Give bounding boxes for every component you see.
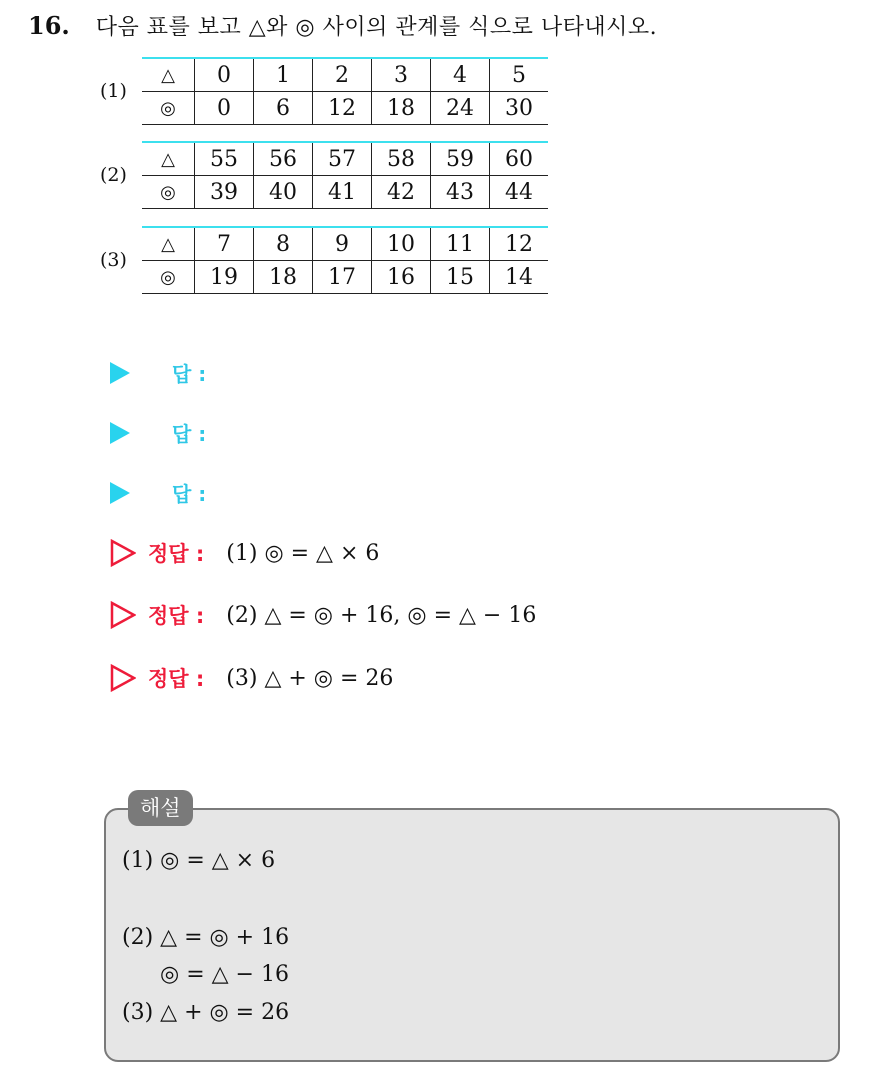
triangle-symbol: △ — [161, 148, 175, 170]
play-triangle-icon — [110, 482, 130, 504]
answer-label: 답 : — [172, 422, 207, 446]
table-cell: 19 — [195, 261, 254, 294]
table-cell: 15 — [431, 261, 490, 294]
explanation-line: ◎ = △ − 16 — [160, 962, 289, 987]
explanation-title: 해설 — [128, 790, 193, 826]
solution-label: 정답 : — [148, 667, 205, 691]
double-circle-symbol: ◎ — [142, 176, 195, 209]
table-cell: 57 — [313, 142, 372, 176]
table-label: (1) — [100, 80, 127, 102]
table-cell: 43 — [431, 176, 490, 209]
table-cell: 16 — [372, 261, 431, 294]
value-table — [142, 57, 548, 125]
table-label: (3) — [100, 249, 127, 271]
answer-line-2[interactable] — [110, 418, 206, 447]
question-number: 16. — [28, 11, 70, 40]
outline-triangle-icon — [110, 601, 136, 629]
solution-line-3 — [110, 663, 393, 693]
explanation-line: (3) △ + ◎ = 26 — [122, 1000, 290, 1025]
solution-label: 정답 : — [148, 542, 205, 566]
table-cell: 58 — [372, 142, 431, 176]
table-3 — [100, 226, 548, 294]
table-cell: 6 — [254, 92, 313, 125]
double-circle-symbol: ◎ — [142, 92, 195, 125]
value-table — [142, 141, 548, 209]
solution-text: (2) △ = ◎ + 16, ◎ = △ − 16 — [226, 602, 537, 628]
table-cell: 18 — [372, 92, 431, 125]
table-cell: 7 — [195, 227, 254, 261]
solution-text: (1) ◎ = △ × 6 — [226, 540, 380, 566]
question-text: 다음 표를 보고 △와 ◎ 사이의 관계를 식으로 나타내시오. — [95, 15, 658, 40]
table-cell: 30 — [490, 92, 549, 125]
solution-line-2 — [110, 600, 536, 630]
question-header — [28, 10, 657, 41]
solution-label: 정답 : — [148, 604, 205, 628]
table-cell: 60 — [490, 142, 549, 176]
table-cell: 8 — [254, 227, 313, 261]
table-cell: 55 — [195, 142, 254, 176]
table-cell: 5 — [490, 58, 549, 92]
table-cell: 12 — [490, 227, 549, 261]
outline-triangle-icon — [110, 539, 136, 567]
answer-line-3[interactable] — [110, 478, 206, 507]
outline-triangle-icon — [110, 664, 136, 692]
answer-label: 답 : — [172, 362, 207, 386]
table-cell: 44 — [490, 176, 549, 209]
double-circle-symbol: ◎ — [142, 261, 195, 294]
table-cell: 59 — [431, 142, 490, 176]
table-cell: 41 — [313, 176, 372, 209]
table-cell: 39 — [195, 176, 254, 209]
explanation-line: (2) △ = ◎ + 16 — [122, 925, 290, 950]
table-cell: 18 — [254, 261, 313, 294]
table-2 — [100, 141, 548, 209]
table-cell: 24 — [431, 92, 490, 125]
value-table — [142, 226, 548, 294]
table-cell: 40 — [254, 176, 313, 209]
table-cell: 3 — [372, 58, 431, 92]
table-cell: 11 — [431, 227, 490, 261]
explanation-line: (1) ◎ = △ × 6 — [122, 848, 276, 873]
table-cell: 14 — [490, 261, 549, 294]
table-cell: 10 — [372, 227, 431, 261]
table-cell: 4 — [431, 58, 490, 92]
table-cell: 0 — [195, 92, 254, 125]
solution-line-1 — [110, 538, 379, 568]
play-triangle-icon — [110, 362, 130, 384]
answer-line-1[interactable] — [110, 358, 206, 387]
table-cell: 56 — [254, 142, 313, 176]
table-cell: 12 — [313, 92, 372, 125]
triangle-symbol: △ — [161, 233, 175, 255]
table-cell: 9 — [313, 227, 372, 261]
table-cell: 42 — [372, 176, 431, 209]
table-cell: 1 — [254, 58, 313, 92]
answer-label: 답 : — [172, 482, 207, 506]
table-1 — [100, 57, 548, 125]
table-cell: 17 — [313, 261, 372, 294]
table-cell: 0 — [195, 58, 254, 92]
solution-text: (3) △ + ◎ = 26 — [226, 665, 394, 691]
play-triangle-icon — [110, 422, 130, 444]
triangle-symbol: △ — [161, 64, 175, 86]
table-label: (2) — [100, 164, 127, 186]
table-cell: 2 — [313, 58, 372, 92]
